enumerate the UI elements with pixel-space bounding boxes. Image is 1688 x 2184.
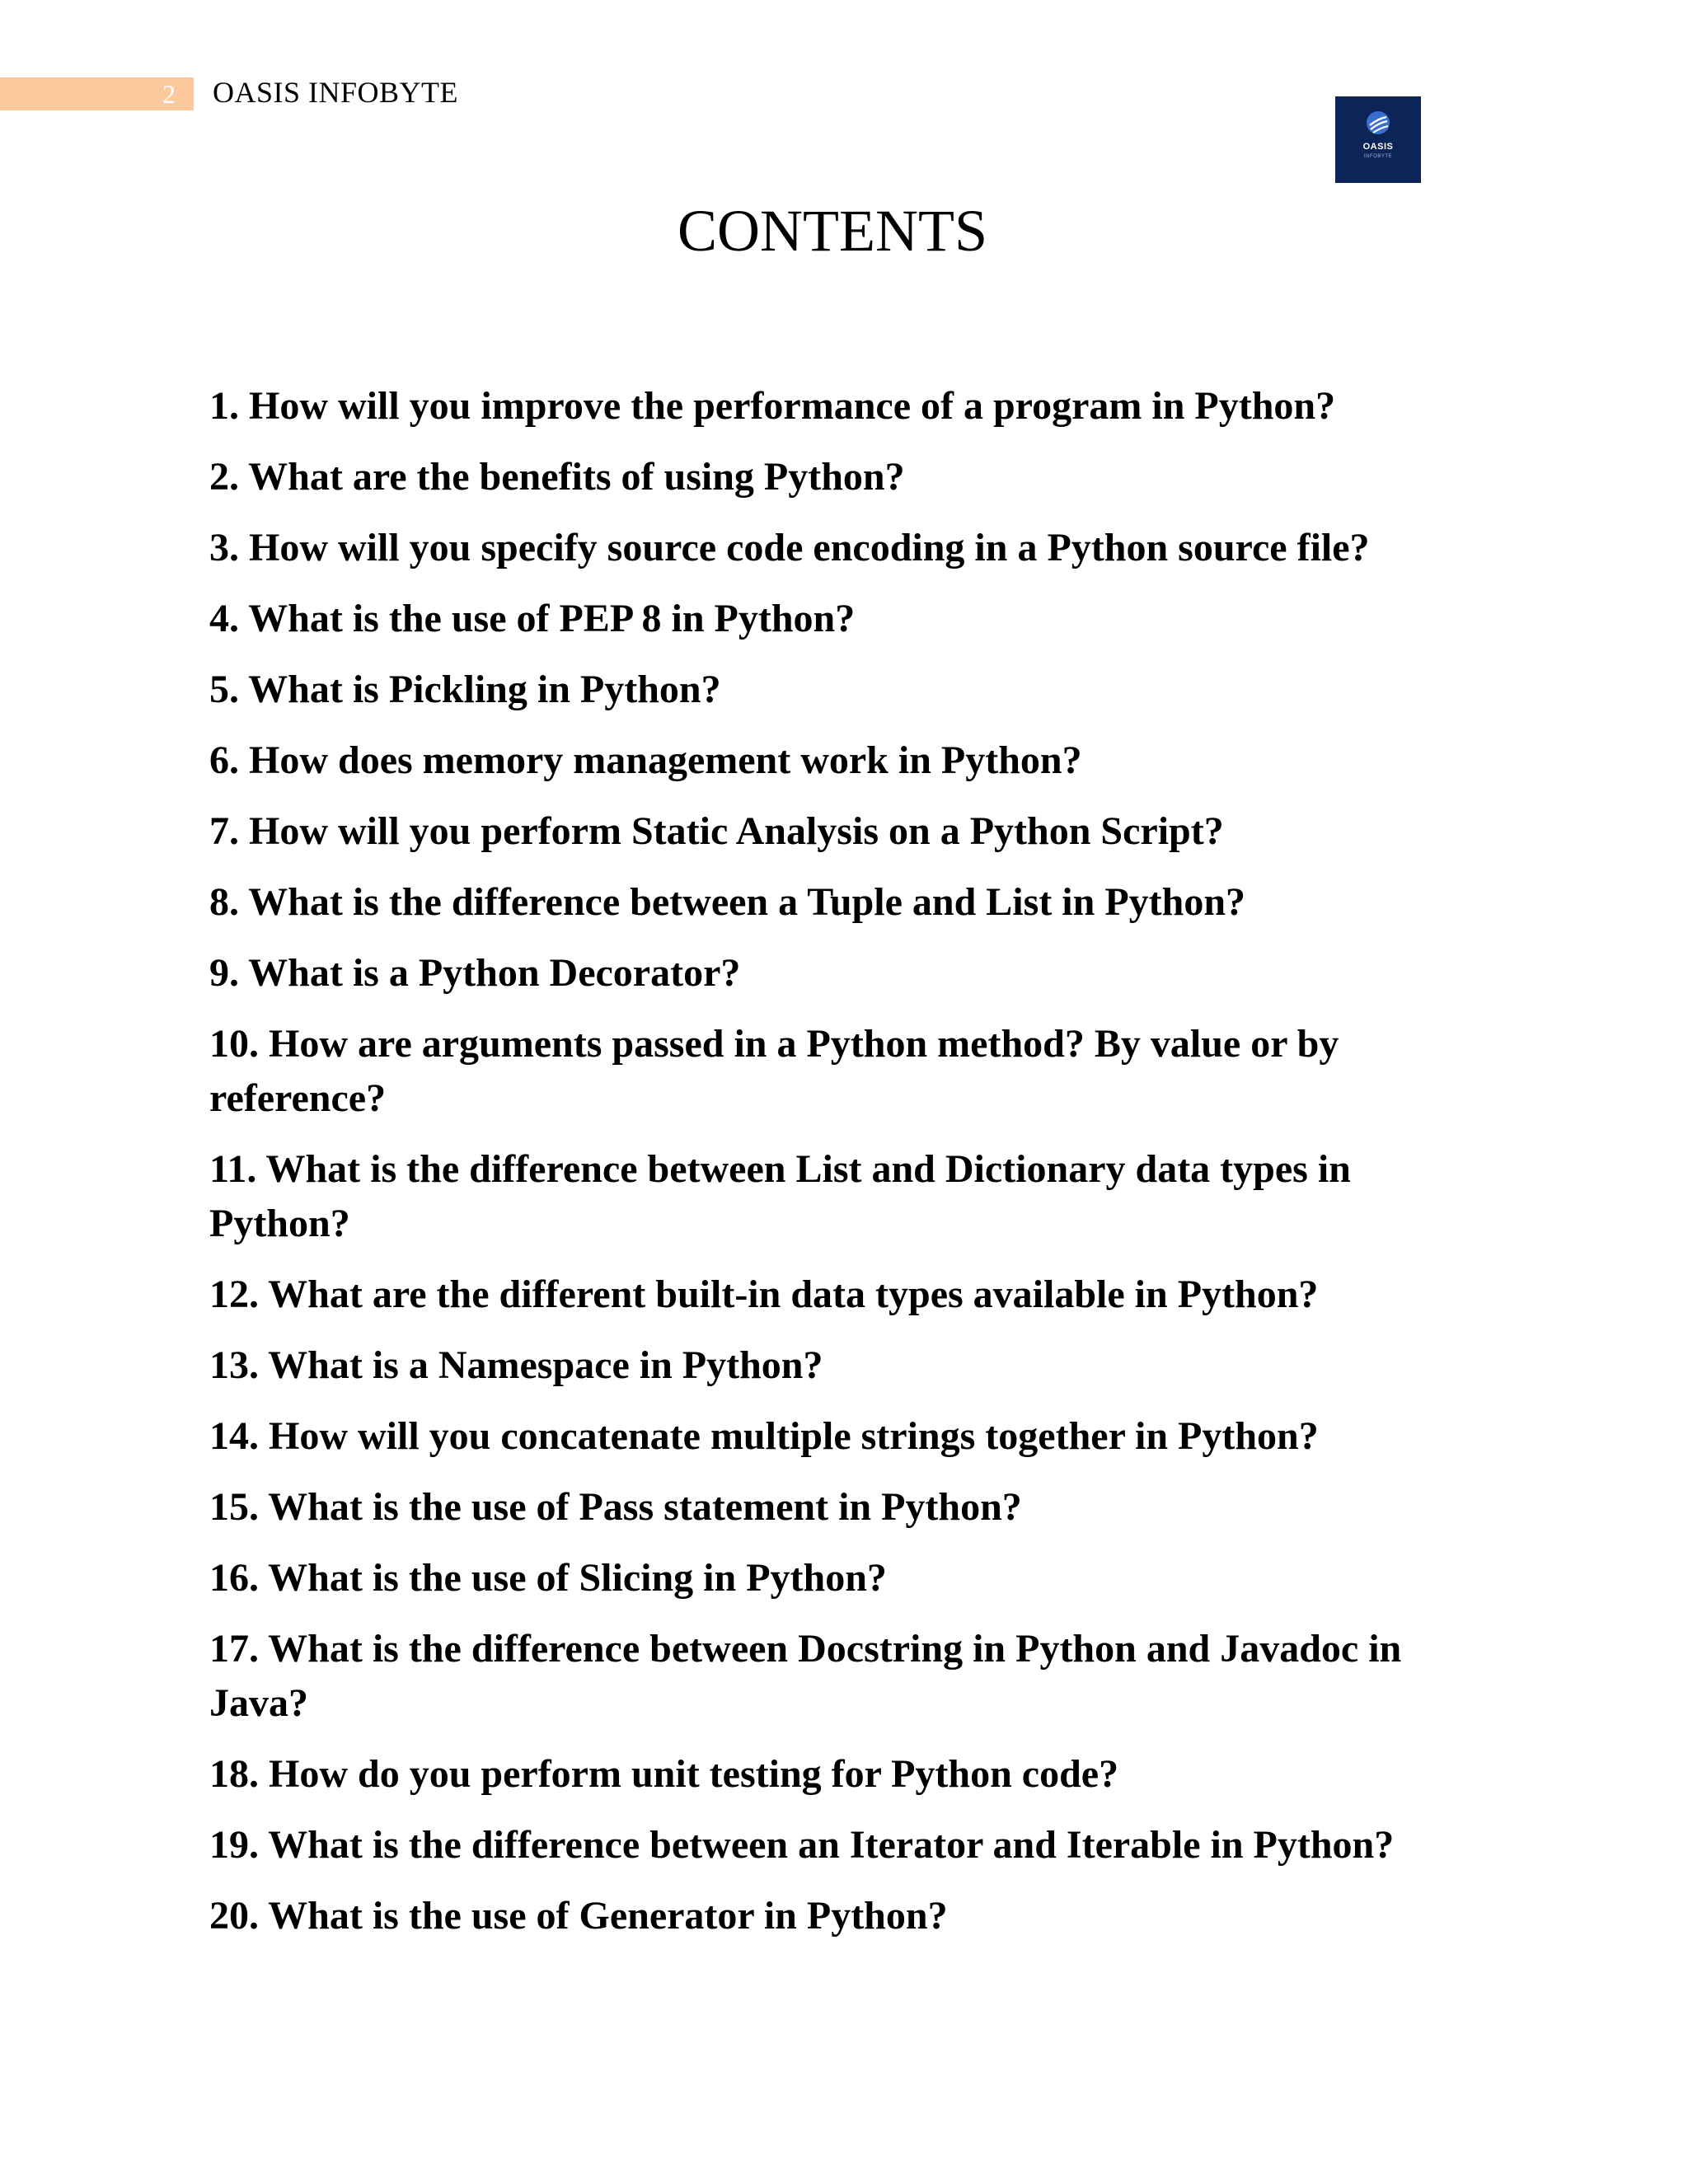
- toc-item-text: 12. What are the different built-in data types available in Python?: [209, 1272, 1319, 1316]
- toc-item: [209, 1818, 1462, 1872]
- toc-item-text: 4. What is the use of PEP 8 in Python?: [209, 597, 856, 640]
- toc-item-text: 20. What is the use of Generator in Python?: [209, 1894, 948, 1938]
- toc-item-text: 18. How do you perform unit testing for Python code?: [209, 1752, 1119, 1796]
- toc-item: [209, 1747, 1462, 1802]
- toc-item: [209, 1551, 1462, 1605]
- logo-subtitle: INFOBYTE: [1363, 154, 1392, 159]
- toc-item: [209, 1142, 1462, 1251]
- toc-item: [209, 1338, 1462, 1393]
- toc-item: [209, 521, 1462, 575]
- toc-item-text: 16. What is the use of Slicing in Python?: [209, 1556, 887, 1600]
- toc-item-text: 17. What is the difference between Docstring in Python and Javadoc in Java?: [209, 1627, 1402, 1725]
- toc-item-text: 8. What is the difference between a Tuple and List in Python?: [209, 880, 1246, 924]
- toc-item-text: 1. How will you improve the performance of a program in Python?: [209, 384, 1336, 428]
- toc-item-text: 2. What are the benefits of using Python?: [209, 455, 905, 499]
- toc-item-text: 19. What is the difference between an Iterator and Iterable in Python?: [209, 1823, 1395, 1867]
- toc-item-text: 14. How will you concatenate multiple strings together in Python?: [209, 1414, 1319, 1458]
- toc-item: [209, 1889, 1462, 1943]
- toc-item: [209, 1480, 1462, 1535]
- toc-item: [209, 450, 1462, 504]
- contents-title: CONTENTS: [678, 198, 987, 264]
- toc-item-text: 15. What is the use of Pass statement in Python?: [209, 1485, 1022, 1529]
- logo: [1335, 96, 1421, 183]
- toc-item: [209, 1017, 1462, 1126]
- header-title: OASIS INFOBYTE: [213, 76, 459, 109]
- toc-item: [209, 592, 1462, 646]
- toc-item: [209, 1268, 1462, 1322]
- page-number: 2: [162, 79, 176, 109]
- toc-item-text: 11. What is the difference between List and Dictionary data types in Python?: [209, 1147, 1351, 1245]
- toc-item-text: 7. How will you perform Static Analysis on a Python Script?: [209, 809, 1224, 853]
- toc-item: [209, 1622, 1462, 1731]
- toc-item: [209, 946, 1462, 1001]
- toc-item: [209, 875, 1462, 930]
- toc-item: [209, 804, 1462, 859]
- toc-item-text: 13. What is a Namespace in Python?: [209, 1343, 823, 1387]
- toc-item: [209, 733, 1462, 788]
- toc-item: [209, 379, 1462, 434]
- toc-item: [209, 663, 1462, 717]
- toc-item: [209, 1409, 1462, 1464]
- toc-item-text: 5. What is Pickling in Python?: [209, 668, 721, 711]
- toc-item-text: 3. How will you specify source code encoding in a Python source file?: [209, 526, 1370, 569]
- table-of-contents: [209, 379, 1462, 1960]
- logo-name: OASIS: [1362, 142, 1394, 152]
- toc-item-text: 6. How does memory management work in Python?: [209, 738, 1082, 782]
- toc-item-text: 9. What is a Python Decorator?: [209, 951, 741, 995]
- toc-item-text: 10. How are arguments passed in a Python method? By value or by reference?: [209, 1022, 1339, 1120]
- oasis-logo-icon: [1365, 110, 1391, 136]
